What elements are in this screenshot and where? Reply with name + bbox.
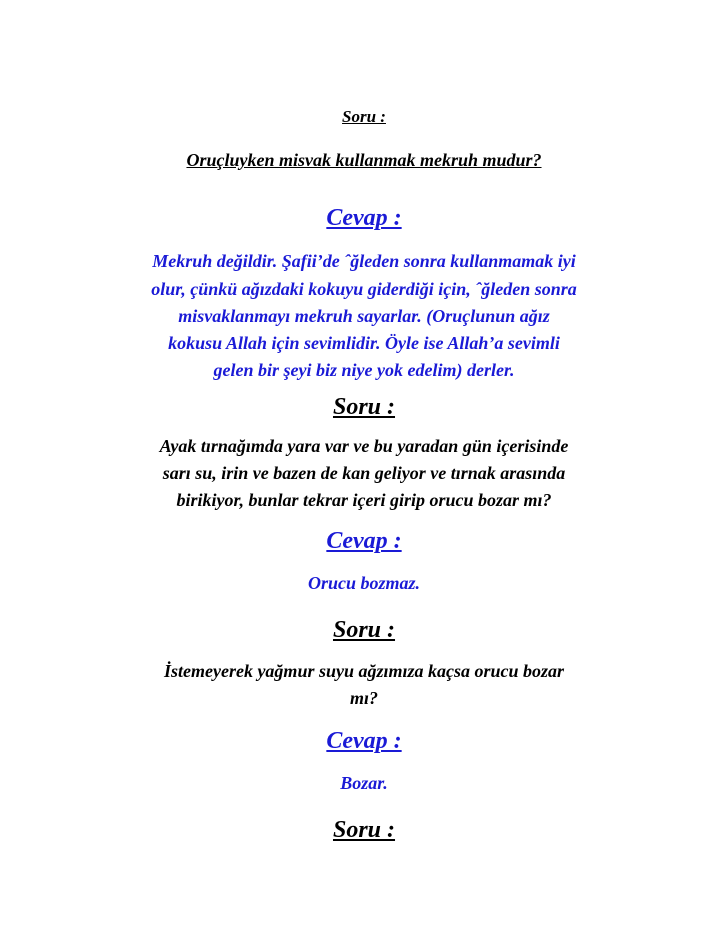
- question-1-text: Oruçluyken misvak kullanmak mekruh mudur?: [186, 150, 542, 170]
- answer-2-heading: Cevap :: [326, 528, 402, 554]
- question-3-line-1: İstemeyerek yağmur suyu ağzımıza kaçsa orucu bozar: [163, 661, 565, 681]
- question-2-heading: Soru :: [332, 394, 396, 420]
- answer-1-line-2: olur, çünkü ağızdaki kokuyu giderdiği için, ˆğleden sonra: [151, 279, 577, 299]
- answer-1-heading: Cevap :: [326, 205, 402, 231]
- answer-1-line-5: gelen bir şeyi biz niye yok edelim) derler.: [213, 360, 515, 380]
- question-2-line-1: Ayak tırnağımda yara var ve bu yaradan gün içerisinde: [159, 436, 569, 456]
- question-3-line-2: mı?: [349, 688, 378, 708]
- question-4-heading: Soru :: [332, 817, 396, 843]
- answer-1-line-3: misvaklanmayı mekruh sayarlar. (Oruçlunun ağız: [178, 306, 550, 326]
- answer-1-line-1: Mekruh değildir. Şafii’de ˆğleden sonra kullanmamak iyi: [152, 251, 576, 271]
- question-2-line-2: sarı su, irin ve bazen de kan geliyor ve tırnak arasında: [162, 463, 566, 483]
- question-3-heading: Soru :: [332, 617, 396, 643]
- answer-1-line-4: kokusu Allah için sevimlidir. Öyle ise Allah’a sevimli: [168, 333, 560, 353]
- question-1-heading: Soru :: [342, 107, 386, 126]
- answer-3-text: Bozar.: [340, 773, 388, 793]
- answer-3-heading: Cevap :: [326, 728, 402, 754]
- answer-2-text: Orucu bozmaz.: [307, 573, 421, 593]
- question-2-line-3: birikiyor, bunlar tekrar içeri girip orucu bozar mı?: [176, 490, 552, 510]
